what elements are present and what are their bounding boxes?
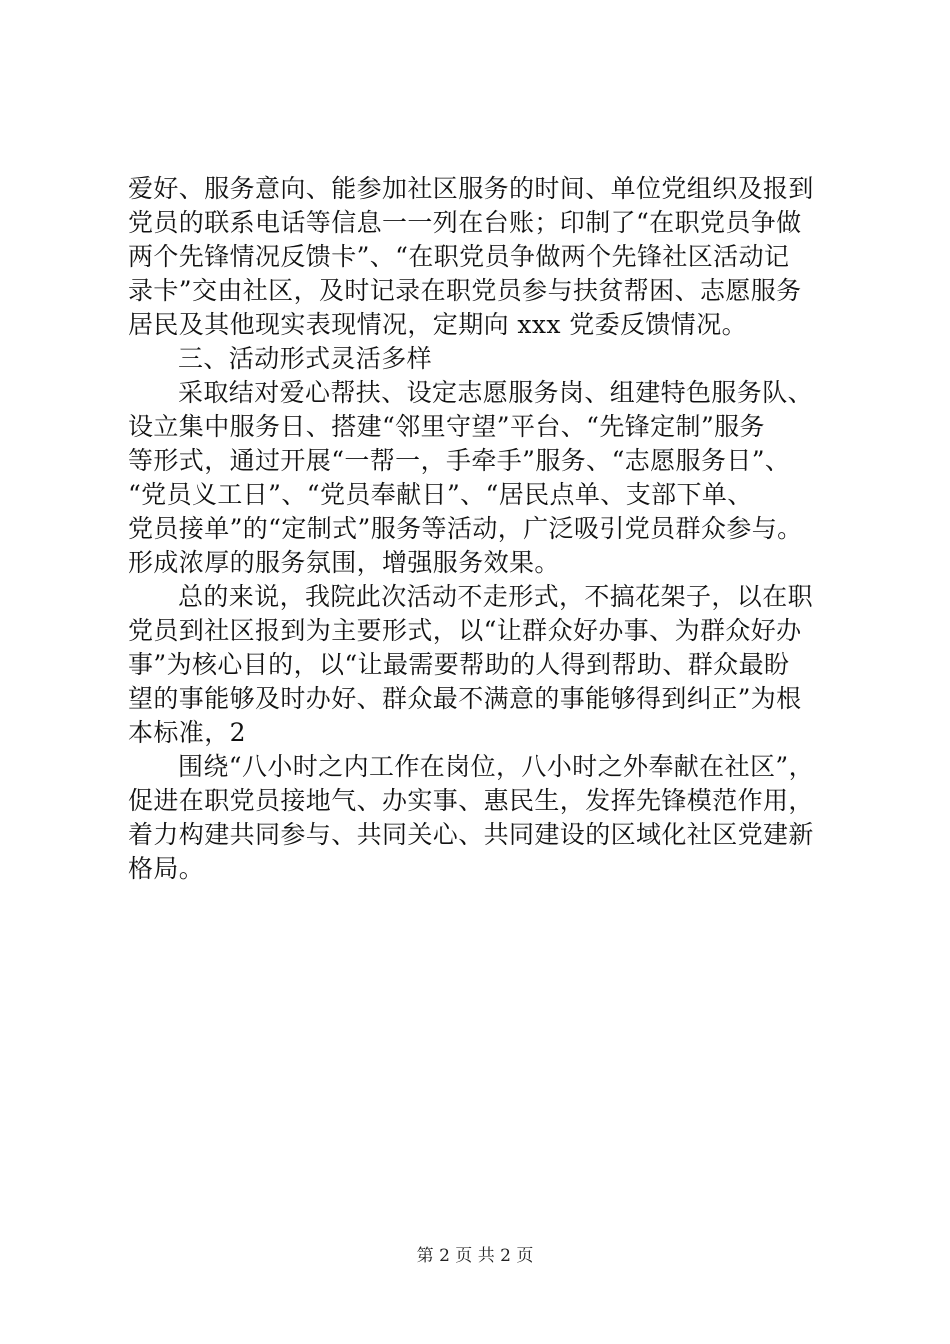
text-line: 党员接单”的“定制式”服务等活动，广泛吸引党员群众参与。 [128,514,803,543]
text-line: 采取结对爱心帮扶、设定志愿服务岗、组建特色服务队、 [178,378,814,407]
text-line: 围绕“八小时之内工作在岗位，八小时之外奉献在社区”， [178,752,814,781]
text-line: 三、活动形式灵活多样 [178,344,433,373]
page-footer: 第 2 页 共 2 页 [416,1246,534,1266]
text-line: 着力构建共同参与、共同关心、共同建设的区域化社区党建新 [128,820,814,849]
text-line: 录卡”交由社区，及时记录在职党员参与扶贫帮困、志愿服务 [128,276,802,305]
text-line: 居民及其他现实表现情况，定期向 xxx 党委反馈情况。 [128,310,747,339]
text-line: 两个先锋情况反馈卡”、“在职党员争做两个先锋社区活动记 [128,242,790,271]
text-line: 事”为核心目的，以“让最需要帮助的人得到帮助、群众最盼 [128,650,790,679]
text-line: 本标准，2 [128,718,246,747]
text-line: 爱好、服务意向、能参加社区服务的时间、单位党组织及报到 [128,174,814,203]
text-line: 望的事能够及时办好、群众最不满意的事能够得到纠正”为根 [128,684,802,713]
document-body [128,172,840,886]
text-line: 党员到社区报到为主要形式，以“让群众好办事、为群众好办 [128,616,802,645]
text-line: 格局。 [128,854,205,883]
text-line: “党员义工日”、“党员奉献日”、“居民点单、支部下单、 [128,480,753,509]
text-line: 总的来说，我院此次活动不走形式，不搞花架子，以在职 [178,582,814,611]
text-line: 等形式，通过开展“一帮一，手牵手”服务、“志愿服务日”、 [128,446,791,475]
text-line: 促进在职党员接地气、办实事、惠民生，发挥先锋模范作用， [128,786,814,815]
text-line: 设立集中服务日、搭建“邻里守望”平台、“先锋定制”服务 [128,412,765,441]
text-line: 形成浓厚的服务氛围，增强服务效果。 [128,548,560,577]
text-line: 党员的联系电话等信息一一列在台账；印制了“在职党员争做 [128,208,802,237]
